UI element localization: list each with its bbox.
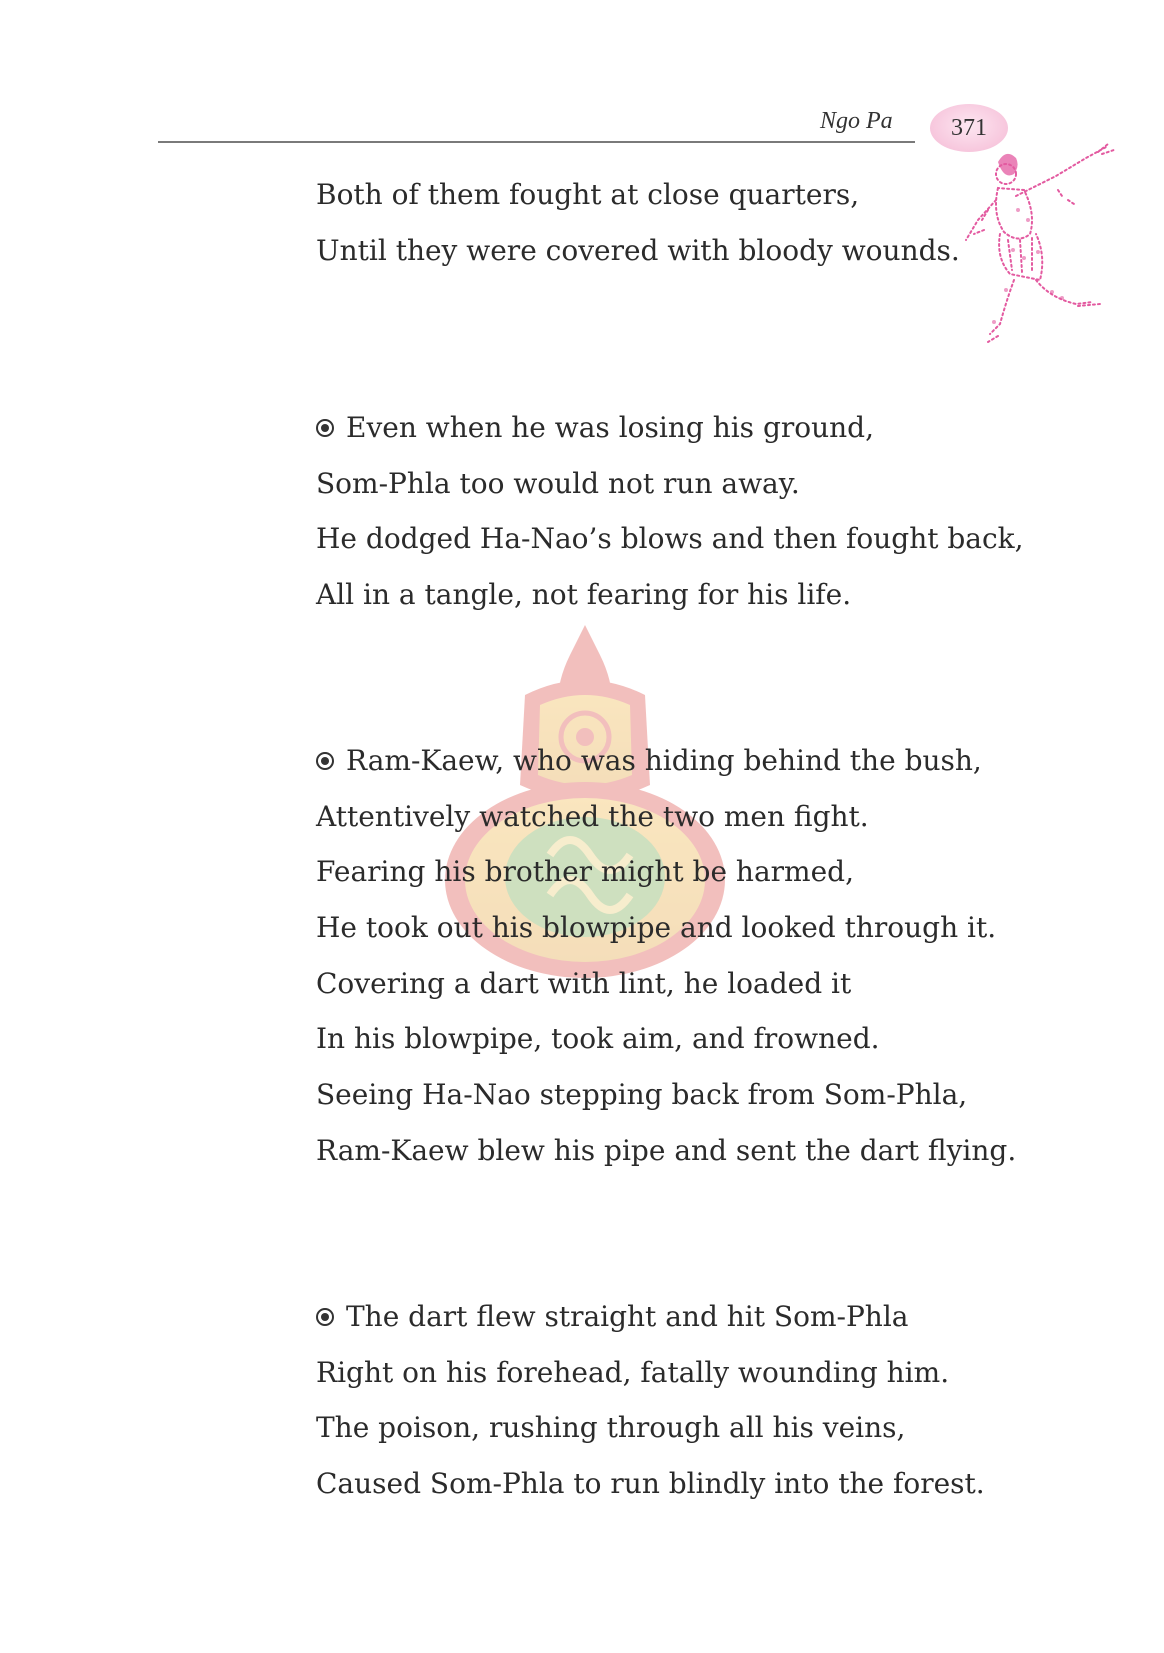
running-head: Ngo Pa <box>820 108 893 134</box>
circle-bullet-icon <box>316 752 334 770</box>
poem-line-first <box>316 400 1016 456</box>
poem-line: Som-Phla too would not run away. <box>316 466 800 500</box>
poem-line: All in a tangle, not fearing for his life. <box>316 578 852 612</box>
poem-line: In his blowpipe, took aim, and frowned. <box>316 1022 880 1056</box>
poem-line: Covering a dart with lint, he loaded it <box>316 966 852 1000</box>
header-rule <box>158 141 915 143</box>
poem-line: Ram-Kaew blew his pipe and sent the dart flying. <box>316 1133 1017 1167</box>
circle-bullet-icon <box>316 1308 334 1326</box>
poem-line-text: Ram-Kaew, who was hiding behind the bush, <box>346 744 982 777</box>
poem-line-first <box>316 1289 1016 1345</box>
poem-line: Right on his forehead, fatally wounding him. <box>316 1355 950 1389</box>
stanza-3 <box>316 733 1016 1179</box>
poem-line: The poison, rushing through all his veins, <box>316 1411 906 1445</box>
poem-line-text: The dart flew straight and hit Som-Phla <box>346 1300 909 1333</box>
stanza-2 <box>316 400 1024 623</box>
poem-line: Until they were covered with bloody wounds. <box>316 233 960 267</box>
poem-line: Attentively watched the two men fight. <box>316 799 869 833</box>
poem-line-text: Even when he was losing his ground, <box>346 411 875 444</box>
poem-line: He took out his blowpipe and looked through it. <box>316 911 997 945</box>
stanza-4 <box>316 1289 1016 1512</box>
poem-line-first <box>316 733 1016 789</box>
stanza-1 <box>316 167 1016 278</box>
poem-line: Caused Som-Phla to run blindly into the forest. <box>316 1467 985 1501</box>
poem-line: He dodged Ha-Nao’s blows and then fought back, <box>316 522 1024 556</box>
poem-line: Fearing his brother might be harmed, <box>316 855 854 889</box>
poem-line: Seeing Ha-Nao stepping back from Som-Phla, <box>316 1078 968 1112</box>
page-number: 371 <box>951 114 987 141</box>
poem-line: Both of them fought at close quarters, <box>316 178 860 211</box>
circle-bullet-icon <box>316 419 334 437</box>
